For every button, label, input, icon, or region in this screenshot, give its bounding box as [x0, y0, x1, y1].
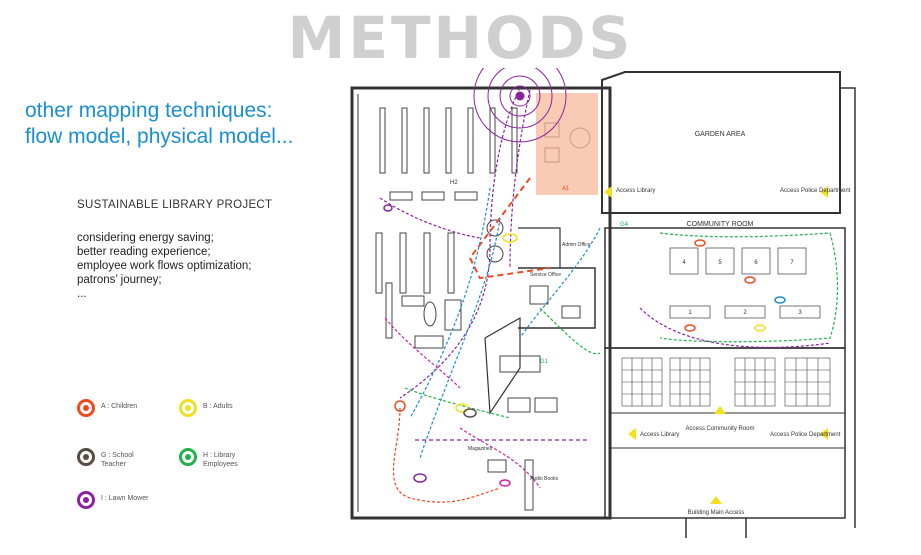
marker-g4-label: G4: [620, 222, 629, 228]
admin-office-label: Admin Office: [562, 242, 591, 248]
table-5-label: 5: [718, 260, 722, 266]
table-6-label: 6: [754, 260, 758, 266]
table-4-label: 4: [682, 260, 686, 266]
children-marker-icon: [77, 399, 95, 417]
community-room-tables: [670, 248, 820, 318]
legend-label: H : Library Employees: [203, 452, 238, 468]
legend-label: A : Children: [101, 403, 138, 410]
legend-adults: [179, 399, 263, 417]
table-7-label: 7: [790, 260, 794, 266]
project-goal: patrons’ journey;: [77, 274, 162, 286]
marker-a1-label: A1: [562, 186, 570, 192]
access-police-top-label: Access Police Department: [780, 188, 851, 194]
magazines-label: Magazines: [468, 446, 493, 452]
access-library-bottom-arrow-icon: [628, 428, 636, 440]
table-2-label: 2: [743, 310, 747, 316]
marker-g1-label: G1: [540, 359, 549, 365]
main-access-arrow-icon: [710, 496, 722, 504]
project-title: SUSTAINABLE LIBRARY PROJECT: [77, 199, 273, 211]
audio-books-label: Audio Books: [530, 476, 559, 482]
project-goal: ...: [77, 288, 87, 300]
lawn-mower-marker-icon: [77, 491, 95, 509]
subtitle-line-2: flow model, physical model...: [25, 125, 294, 148]
community-room-label: COMMUNITY ROOM: [686, 221, 754, 228]
school-teacher-marker-icon: [77, 448, 95, 466]
table-1-label: 1: [688, 310, 692, 316]
access-library-top-label: Access Library: [616, 188, 656, 194]
legend-label: G : School Teacher: [101, 452, 134, 468]
access-community-arrow-icon: [714, 406, 726, 414]
project-goal: better reading experience;: [77, 246, 211, 258]
legend-library-employees: [179, 448, 259, 469]
children-zone: [536, 93, 598, 195]
access-community-room-label: Access Community Room: [685, 426, 755, 432]
legend-label: I : Lawn Mower: [101, 495, 149, 502]
adults-marker-icon: [179, 399, 197, 417]
project-goal: employee work flows optimization;: [77, 260, 252, 272]
project-goal: considering energy saving;: [77, 232, 214, 244]
subtitle: [25, 98, 293, 150]
legend-label: B : Adults: [203, 403, 233, 410]
access-library-arrow-icon: [604, 186, 612, 198]
library-employees-marker-icon: [179, 448, 197, 466]
marker-h2-label: H2: [450, 180, 458, 186]
access-library-bottom-label: Access Library: [640, 432, 680, 438]
access-arrows: [604, 186, 828, 504]
building-main-access-label: Building Main Access: [687, 510, 745, 516]
page-title: METHODS: [287, 4, 634, 72]
project-goals-list: [77, 231, 252, 301]
table-3-label: 3: [798, 310, 802, 316]
access-police-bottom-label: Access Police Department: [770, 432, 841, 438]
subtitle-line-1: other mapping techniques:: [25, 99, 273, 122]
legend-lawn-mower: [77, 491, 171, 509]
library-floor-plan: [340, 68, 860, 538]
legend-children: [77, 399, 171, 417]
service-office-label: Service Office: [530, 272, 562, 278]
legend-school-teacher: [77, 448, 149, 469]
restroom-tiles: [622, 358, 830, 406]
bookshelves: [376, 108, 517, 338]
garden-area-label: GARDEN AREA: [694, 131, 746, 138]
